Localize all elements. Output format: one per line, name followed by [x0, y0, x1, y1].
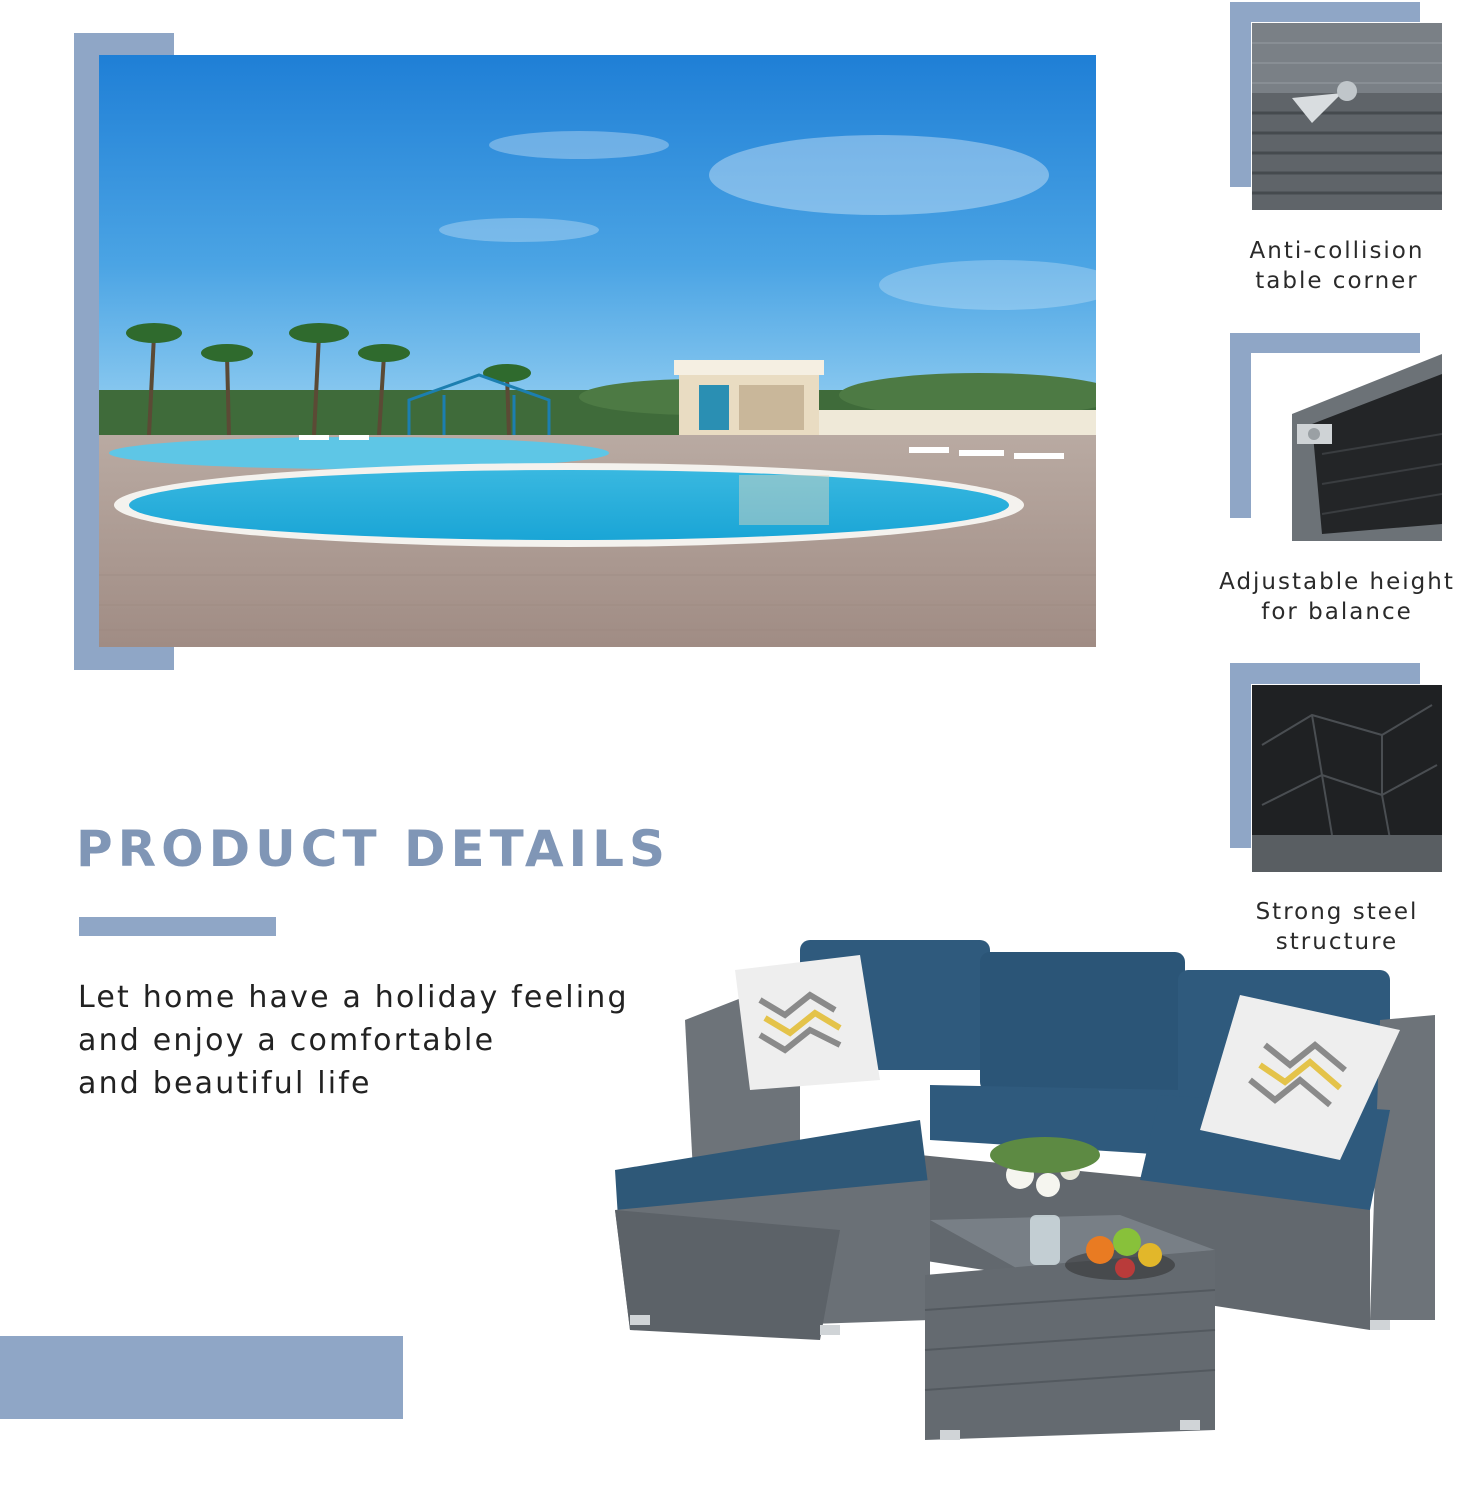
tagline — [78, 976, 678, 1105]
feature-2-caption — [1212, 567, 1459, 627]
sofa-set-image — [600, 930, 1450, 1470]
section-heading: PRODUCT DETAILS — [76, 820, 671, 878]
bottom-accent-bar — [0, 1336, 403, 1419]
tagline-line1: Let home have a holiday feeling — [78, 980, 629, 1015]
feature-2-caption-line1: Adjustable height — [1219, 569, 1455, 595]
tagline-line3: and beautiful life — [78, 1066, 372, 1101]
feature-1-caption-line2: table corner — [1255, 268, 1419, 294]
heading-rule — [79, 917, 276, 936]
feature-1-caption-line1: Anti-collision — [1249, 238, 1425, 264]
feature-3-caption-line1: Strong steel — [1255, 899, 1419, 925]
feature-3-caption-line2: structure — [1275, 929, 1399, 955]
feature-2-caption-line2: for balance — [1261, 599, 1413, 625]
tagline-line2: and enjoy a comfortable — [78, 1023, 496, 1058]
adjustable-foot-image — [1252, 354, 1442, 541]
hero-pool-image — [99, 55, 1096, 647]
steel-frame-image — [1252, 685, 1442, 872]
table-corner-image — [1252, 23, 1442, 210]
feature-1-caption — [1212, 236, 1459, 296]
